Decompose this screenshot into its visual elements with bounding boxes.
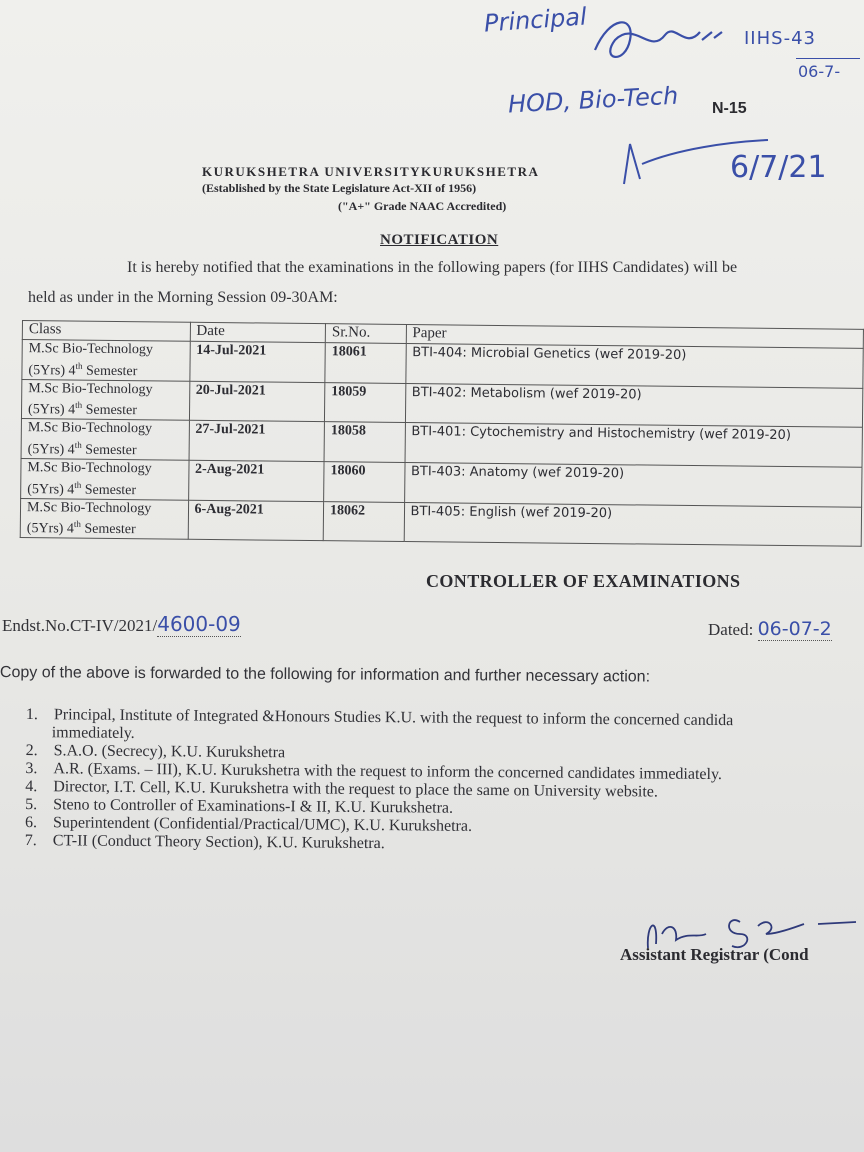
controller-title: CONTROLLER OF EXAMINATIONS	[426, 571, 741, 591]
copy-forward-line: Copy of the above is forwarded to the following for information and further necessary action:	[0, 664, 651, 686]
paper-cell: BTI-403: Anatomy (wef 2019-20)	[404, 462, 862, 506]
endst-number: 4600-09	[157, 612, 241, 636]
class-line: (5Yrs) 4th Semester	[27, 400, 138, 419]
notification-line-2: held as under in the Morning Session 09-30AM:	[28, 289, 338, 306]
dated-value: 06-07-2	[757, 618, 832, 640]
class-cell	[20, 498, 188, 539]
paper-cell: BTI-404: Microbial Genetics (wef 2019-20)	[405, 344, 863, 388]
list-number: 7.	[24, 831, 37, 850]
handwritten-ref-number: IIHS-43	[744, 28, 816, 49]
endst-line	[2, 612, 241, 636]
class-cell	[21, 458, 189, 499]
date-cell: 2-Aug-2021	[188, 460, 324, 501]
handwritten-date-note: 6/7/21	[730, 150, 827, 185]
notification-title: NOTIFICATION	[380, 232, 499, 248]
list-number: 3.	[25, 759, 38, 778]
doc-code: N-15	[712, 100, 747, 117]
srno-cell: 18058	[324, 422, 405, 462]
list-text: Steno to Controller of Examinations-I & II, K.U. Kurukshetra.	[53, 796, 454, 817]
srno-cell: 18062	[323, 501, 404, 541]
list-number: 6.	[24, 813, 38, 832]
handwritten-signature-scribble-top	[590, 10, 740, 70]
table-row	[20, 498, 861, 546]
class-line: M.Sc Bio-Technology	[27, 460, 152, 477]
paper-cell: BTI-405: English (wef 2019-20)	[404, 502, 862, 546]
header-srno: Sr.No.	[325, 324, 406, 344]
list-number: 1.	[25, 706, 38, 724]
srno-cell: 18061	[325, 343, 406, 383]
list-number: 2.	[25, 741, 38, 760]
class-line: (5Yrs) 4th Semester	[26, 519, 136, 538]
srno-cell: 18060	[324, 462, 405, 502]
class-line: (5Yrs) 4th Semester	[28, 360, 138, 379]
list-text: CT-II (Conduct Theory Section), K.U. Kurukshetra.	[52, 832, 385, 853]
list-text: A.R. (Exams. – III), K.U. Kurukshetra with the request to inform the concerned candidates immediately.	[53, 760, 723, 784]
list-text-continued: immediately.	[51, 724, 135, 742]
header-paper: Paper	[406, 325, 864, 349]
class-line: (5Yrs) 4th Semester	[27, 479, 137, 498]
class-line: M.Sc Bio-Technology	[26, 499, 152, 516]
university-established: (Established by the State Legislature Act-XII of 1956)	[202, 181, 477, 195]
date-cell: 6-Aug-2021	[188, 500, 324, 541]
class-cell	[21, 419, 189, 460]
handwritten-ref-date: 06-7-	[798, 62, 841, 81]
date-cell: 27-Jul-2021	[189, 421, 325, 462]
class-cell	[22, 340, 190, 381]
dated-label: Dated:	[708, 620, 754, 639]
exam-schedule-table	[20, 320, 864, 547]
list-text: Principal, Institute of Integrated &Honours Studies K.U. with the request to inform the concerned candida	[53, 706, 734, 730]
paper-cell: BTI-401: Cytochemistry and Histochemistry (wef 2019-20)	[405, 423, 863, 467]
endst-prefix: Endst.No.CT-IV/2021/	[2, 616, 158, 635]
srno-cell: 18059	[324, 382, 405, 422]
header-class: Class	[22, 321, 190, 342]
class-line: (5Yrs) 4th Semester	[27, 439, 137, 459]
class-cell	[21, 379, 189, 420]
dated-line	[708, 618, 832, 640]
class-line: M.Sc Bio-Technology	[28, 341, 154, 358]
date-cell: 20-Jul-2021	[189, 381, 325, 422]
recipient-list	[25, 706, 734, 856]
list-text: Superintendent (Confidential/Practical/UMC), K.U. Kurukshetra.	[52, 814, 473, 835]
paper-cell: BTI-402: Metabolism (wef 2019-20)	[405, 383, 863, 427]
university-grade: ("A+" Grade NAAC Accredited)	[338, 199, 507, 213]
list-number: 4.	[25, 777, 38, 796]
notification-line-1: It is hereby notified that the examinations in the following papers (for IIHS Candidates) will be	[127, 259, 738, 276]
list-text: S.A.O. (Secrecy), K.U. Kurukshetra	[53, 742, 286, 762]
date-cell: 14-Jul-2021	[189, 341, 325, 382]
signature-title: Assistant Registrar (Cond	[620, 945, 809, 964]
university-name: KURUKSHETRA UNIVERSITYKURUKSHETRA	[202, 164, 540, 179]
class-line: M.Sc Bio-Technology	[27, 420, 153, 437]
header-date: Date	[190, 322, 326, 342]
list-number: 5.	[25, 795, 38, 814]
class-line: M.Sc Bio-Technology	[28, 380, 153, 398]
list-text: Director, I.T. Cell, K.U. Kurukshetra with the request to place the same on University website.	[53, 778, 659, 801]
handwritten-hod-note: HOD, Bio-Tech	[507, 81, 679, 119]
handwritten-underline	[796, 58, 860, 59]
handwritten-principal-note: Principal	[483, 2, 588, 38]
